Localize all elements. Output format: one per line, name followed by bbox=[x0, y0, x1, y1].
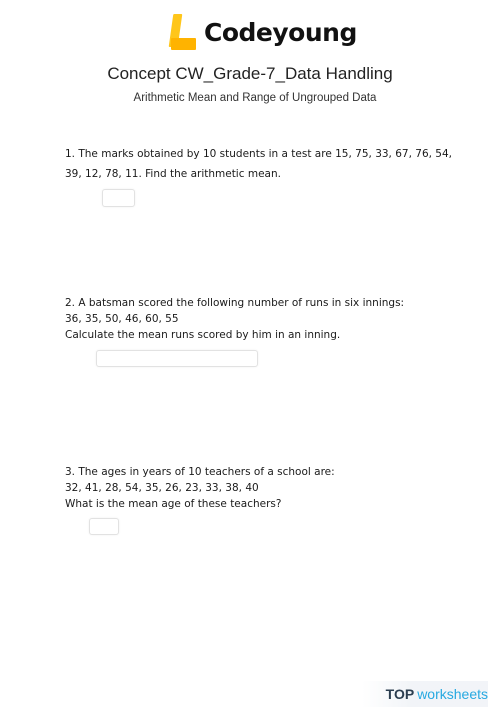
question-2-line-1: 2. A batsman scored the following number of runs in six innings: bbox=[65, 297, 405, 309]
worksheet-title: Concept CW_Grade-7_Data Handling bbox=[107, 64, 393, 83]
question-2 bbox=[65, 295, 475, 343]
question-1-line-2: 39, 12, 78, 11. Find the arithmetic mean. bbox=[65, 168, 281, 180]
answer-field-2[interactable] bbox=[96, 350, 258, 367]
watermark-worksheets-text: worksheets bbox=[417, 686, 488, 702]
question-3 bbox=[65, 464, 475, 512]
question-2-line-3: Calculate the mean runs scored by him in an inning. bbox=[65, 329, 341, 341]
question-2-line-2: 36, 35, 50, 46, 60, 55 bbox=[65, 313, 179, 325]
brand-name: Codeyoung bbox=[204, 17, 357, 47]
topworksheets-watermark[interactable] bbox=[362, 681, 488, 707]
question-3-line-2: 32, 41, 28, 54, 35, 26, 23, 33, 38, 40 bbox=[65, 482, 259, 494]
question-1-line-1: 1. The marks obtained by 10 students in a test are 15, 75, 33, 67, 76, 54, bbox=[65, 148, 453, 160]
answer-field-1[interactable] bbox=[102, 189, 135, 207]
codeyoung-logo bbox=[168, 12, 357, 52]
worksheet-subtitle: Arithmetic Mean and Range of Ungrouped Data bbox=[133, 92, 377, 104]
question-3-line-1: 3. The ages in years of 10 teachers of a school are: bbox=[65, 466, 335, 478]
answer-field-3[interactable] bbox=[89, 518, 119, 535]
question-3-line-3: What is the mean age of these teachers? bbox=[65, 498, 282, 510]
codeyoung-logo-icon bbox=[168, 14, 198, 50]
watermark-top-text: TOP bbox=[385, 686, 415, 702]
question-1 bbox=[65, 144, 475, 184]
